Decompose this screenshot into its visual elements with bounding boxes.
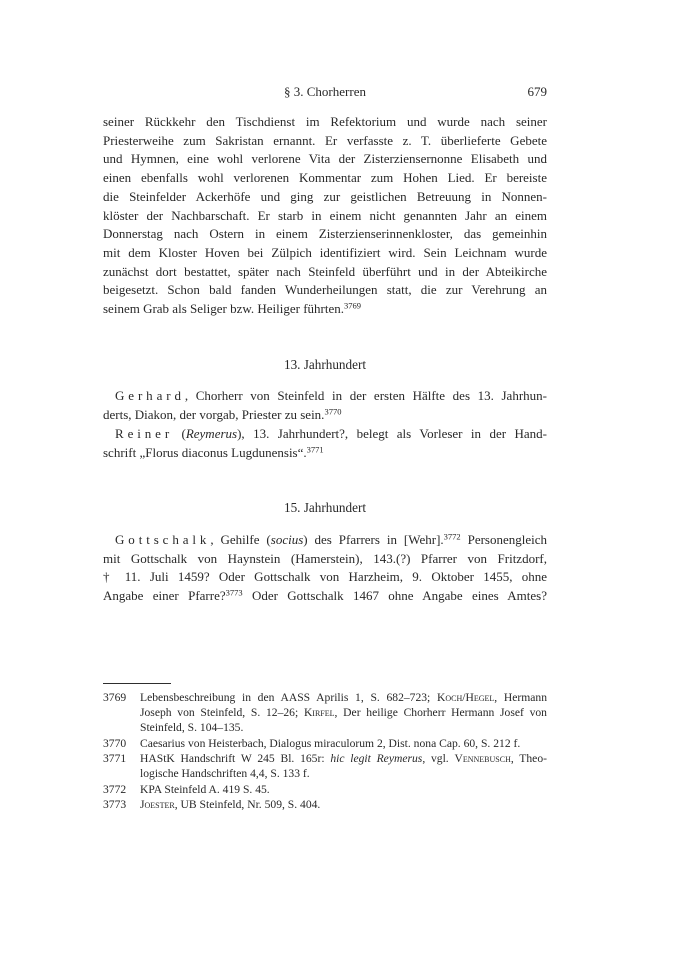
footnote-item	[103, 797, 547, 812]
text-segment: , Theo-	[510, 751, 547, 765]
footnote-text	[140, 782, 547, 797]
text-line	[103, 225, 547, 244]
text-segment: , Hermann	[494, 690, 547, 704]
text-segment: KPA Steinfeld A. 419 S. 45.	[140, 782, 270, 796]
text-segment: schrift „Florus diaconus Lugdunensis“.	[103, 444, 307, 460]
text-segment: , Der heilige Chorherr Hermann Josef von	[334, 706, 547, 720]
paragraph	[103, 387, 547, 424]
text-line	[103, 281, 547, 300]
text-line	[103, 188, 547, 207]
footnote-item	[103, 690, 547, 736]
text-line	[103, 587, 547, 606]
text-line	[103, 244, 547, 263]
paragraph	[103, 425, 547, 462]
footnote-item	[103, 751, 547, 782]
text-line	[103, 300, 547, 319]
footnote-text	[140, 751, 547, 782]
text-line	[103, 550, 547, 569]
text-segment: , Chorherr von Steinfeld in der ersten Hälfte des 13. Jahrhun-	[184, 388, 547, 404]
text-line	[103, 406, 547, 425]
text-segment: seiner Rückkehr den Tischdienst im Refektorium und wurde nach seiner	[103, 114, 547, 129]
text-line	[103, 207, 547, 226]
text-segment: derts, Diakon, der vorgab, Priester zu sein.	[103, 407, 325, 423]
text-line	[103, 150, 547, 169]
footnote-number: 3773	[103, 797, 127, 811]
text-segment: † 11. Juli 1459? Oder Gottschalk von Harzheim, 9. Oktober 1455, ohne	[103, 569, 547, 585]
text-line	[140, 705, 547, 720]
footnote-ref: 3770	[324, 406, 342, 417]
section-heading: 13. Jahrhundert	[283, 356, 367, 372]
footnote-ref: 3772	[443, 531, 461, 542]
text-segment: seinem Grab als Seliger bzw. Heiliger führten.	[103, 301, 345, 317]
smallcaps-author: Koch/Hegel	[436, 690, 495, 704]
text-segment: mit dem Kloster Hoven bei Zülpich identifiziert wird. Sein Leichnam wurde	[103, 244, 547, 260]
text-segment: Lebensbeschreibung in den AASS Aprilis 1, S. 682–723;	[140, 690, 437, 704]
text-segment: , Gehilfe (	[210, 531, 271, 547]
footnote-text	[140, 797, 547, 812]
text-segment: ) des Pfarrers in [Wehr].	[303, 531, 444, 547]
footnote-ref: 3771	[306, 444, 324, 455]
text-segment: (	[173, 425, 186, 441]
text-segment: und Hymnen, eine wohl verlorene Vita der Zisterziensernonne Elisabeth und	[103, 151, 547, 167]
footnote-ref: 3773	[225, 587, 243, 598]
text-segment: Steinfeld, S. 104–135.	[140, 721, 244, 735]
text-line	[103, 531, 547, 550]
text-segment: Angabe einer Pfarre?	[103, 588, 226, 604]
footnote-separator	[103, 683, 171, 684]
text-line	[140, 720, 547, 735]
text-line	[140, 690, 547, 705]
text-block	[103, 84, 547, 812]
person-name: Reiner	[115, 425, 174, 441]
text-segment: Joseph von Steinfeld, S. 12–26;	[140, 706, 304, 720]
person-name: Gottschalk	[115, 531, 211, 547]
text-segment: beigesetzt. Schon bald fanden Wunderheilungen statt, die zur Verehrung an	[103, 282, 547, 298]
text-line	[103, 568, 547, 587]
text-line	[140, 766, 547, 781]
text-line	[140, 751, 547, 766]
text-segment: mit Gottschalk von Haynstein (Hamerstein), 143.(?) Pfarrer von Fritzdorf,	[103, 550, 547, 566]
smallcaps-author: Vennebusch	[454, 751, 511, 765]
text-line	[103, 132, 547, 151]
text-line	[103, 444, 547, 463]
text-segment: , vgl.	[422, 751, 455, 765]
text-line	[140, 736, 547, 751]
text-line	[103, 387, 547, 406]
text-line	[140, 782, 547, 797]
footnote-text	[140, 690, 547, 736]
italic-text: socius	[270, 531, 304, 547]
footnote-item	[103, 736, 547, 751]
text-segment: zunächst dort bestattet, später nach Steinfeld überführt und in der Abteikirche	[103, 263, 547, 279]
text-segment: einen ebenfalls wohl verlorenen Kommentar zum Hohen Lied. Er bereiste	[103, 170, 547, 186]
text-line	[140, 797, 547, 812]
footnote-number: 3769	[103, 690, 127, 704]
section-heading: 15. Jahrhundert	[283, 500, 367, 516]
italic-text: hic legit Reymerus	[330, 751, 423, 765]
text-line	[103, 113, 547, 132]
text-segment: Caesarius von Heisterbach, Dialogus miraculorum 2, Dist. nona Cap. 60, S. 212 f.	[140, 736, 521, 750]
text-segment: Oder Gottschalk 1467 ohne Angabe eines Amtes?	[242, 588, 548, 604]
footnote-number: 3771	[103, 751, 127, 765]
text-segment: , UB Steinfeld, Nr. 509, S. 404.	[174, 797, 321, 811]
text-segment: ), 13. Jahrhundert?, belegt als Vorleser in der Hand-	[237, 425, 547, 441]
footnotes-section	[103, 690, 547, 812]
smallcaps-author: Joester	[140, 797, 175, 811]
italic-text: Reymerus	[185, 425, 238, 441]
person-name: Gerhard	[115, 388, 185, 404]
text-segment: Personengleich	[460, 531, 548, 547]
footnote-text	[140, 736, 547, 751]
text-segment: die Steinfelder Ackerhöfe und ging zur geistlichen Betreuung in Nonnen-	[103, 188, 547, 204]
footnote-number: 3770	[103, 736, 127, 750]
text-segment: HAStK Handschrift W 245 Bl. 165r:	[140, 751, 331, 765]
text-line	[103, 169, 547, 188]
text-segment: Donnerstag nach Ostern in einem Zisterzienserinnenkloster, das gemeinhin	[103, 226, 547, 242]
paragraph	[103, 113, 547, 319]
footnote-ref: 3769	[344, 300, 362, 311]
text-line	[103, 425, 547, 444]
page-header	[103, 84, 547, 100]
text-segment: logische Handschriften 4,4, S. 133 f.	[140, 767, 310, 781]
text-segment: Priesterweihe zum Sakristan ernannt. Er verfasste z. T. überlieferte Gebete	[103, 132, 547, 148]
text-segment: klöster der Nachbarschaft. Er starb in einem nicht genannten Jahr an einem	[103, 207, 547, 223]
smallcaps-author: Kirfel	[303, 706, 335, 720]
paragraph	[103, 531, 547, 606]
footnote-item	[103, 782, 547, 797]
page-number: 679	[527, 84, 547, 99]
text-line	[103, 263, 547, 282]
text-body	[103, 113, 547, 606]
footnote-number: 3772	[103, 782, 127, 796]
running-head: § 3. Chorherren	[284, 84, 366, 99]
